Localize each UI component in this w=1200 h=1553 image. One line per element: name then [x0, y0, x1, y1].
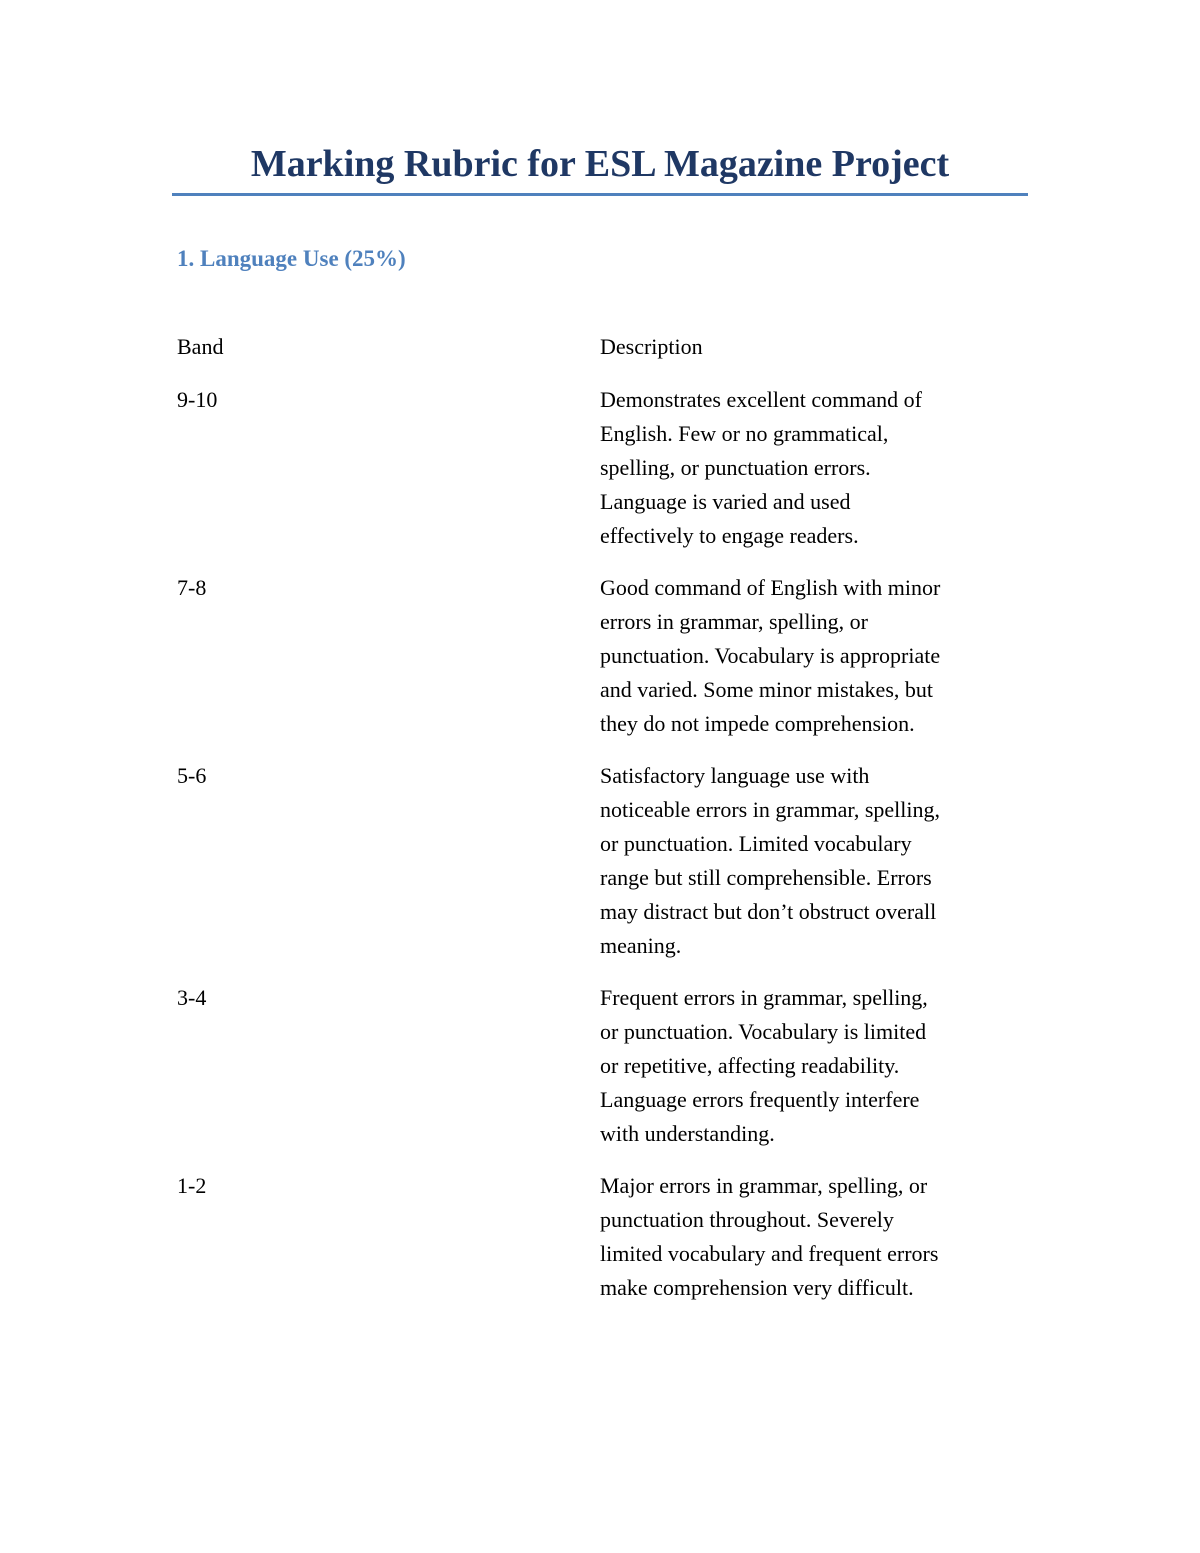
rubric-row: [177, 383, 1017, 553]
description-line: they do not impede comprehension.: [600, 711, 915, 736]
description-line: errors in grammar, spelling, or: [600, 609, 868, 634]
description-line: Good command of English with minor: [600, 575, 941, 600]
rubric-row: [177, 981, 1017, 1151]
rubric-header-row: [177, 330, 1017, 364]
document-title: Marking Rubric for ESL Magazine Project: [250, 143, 950, 185]
description-line: spelling, or punctuation errors.: [600, 455, 871, 480]
band-score: 3-4: [177, 985, 207, 1010]
band-score: 5-6: [177, 763, 207, 788]
title-underline: [172, 193, 1028, 196]
description-line: limited vocabulary and frequent errors: [600, 1241, 939, 1266]
description-line: or punctuation. Vocabulary is limited: [600, 1019, 927, 1044]
description-line: or punctuation. Limited vocabulary: [600, 831, 912, 856]
band-score: 7-8: [177, 575, 207, 600]
description-line: range but still comprehensible. Errors: [600, 865, 932, 890]
band-score: 9-10: [177, 387, 218, 412]
description-line: English. Few or no grammatical,: [600, 421, 889, 446]
rubric-rows: [177, 383, 1017, 1323]
description-line: may distract but don’t obstruct overall: [600, 899, 937, 924]
description-line: Satisfactory language use with: [600, 763, 870, 788]
band-description: [600, 383, 1020, 553]
rubric-row: [177, 1169, 1017, 1305]
band-description: [600, 759, 1020, 963]
band-column-header: Band: [177, 334, 224, 359]
description-line: meaning.: [600, 933, 682, 958]
rubric-row: [177, 571, 1017, 741]
description-line: punctuation. Vocabulary is appropriate: [600, 643, 941, 668]
band-description: [600, 1169, 1020, 1305]
description-line: Language is varied and used: [600, 489, 851, 514]
description-line: punctuation throughout. Severely: [600, 1207, 894, 1232]
description-line: make comprehension very difficult.: [600, 1275, 914, 1300]
description-line: or repetitive, affecting readability.: [600, 1053, 900, 1078]
description-column-header: Description: [600, 334, 703, 359]
description-line: Frequent errors in grammar, spelling,: [600, 985, 928, 1010]
description-line: effectively to engage readers.: [600, 523, 859, 548]
description-line: and varied. Some minor mistakes, but: [600, 677, 933, 702]
description-line: with understanding.: [600, 1121, 775, 1146]
description-line: Language errors frequently interfere: [600, 1087, 920, 1112]
description-line: Major errors in grammar, spelling, or: [600, 1173, 928, 1198]
section-heading: 1. Language Use (25%): [177, 246, 406, 271]
band-score: 1-2: [177, 1173, 207, 1198]
description-line: noticeable errors in grammar, spelling,: [600, 797, 941, 822]
band-description: [600, 571, 1020, 741]
description-line: Demonstrates excellent command of: [600, 387, 922, 412]
rubric-row: [177, 759, 1017, 963]
band-description: [600, 981, 1020, 1151]
